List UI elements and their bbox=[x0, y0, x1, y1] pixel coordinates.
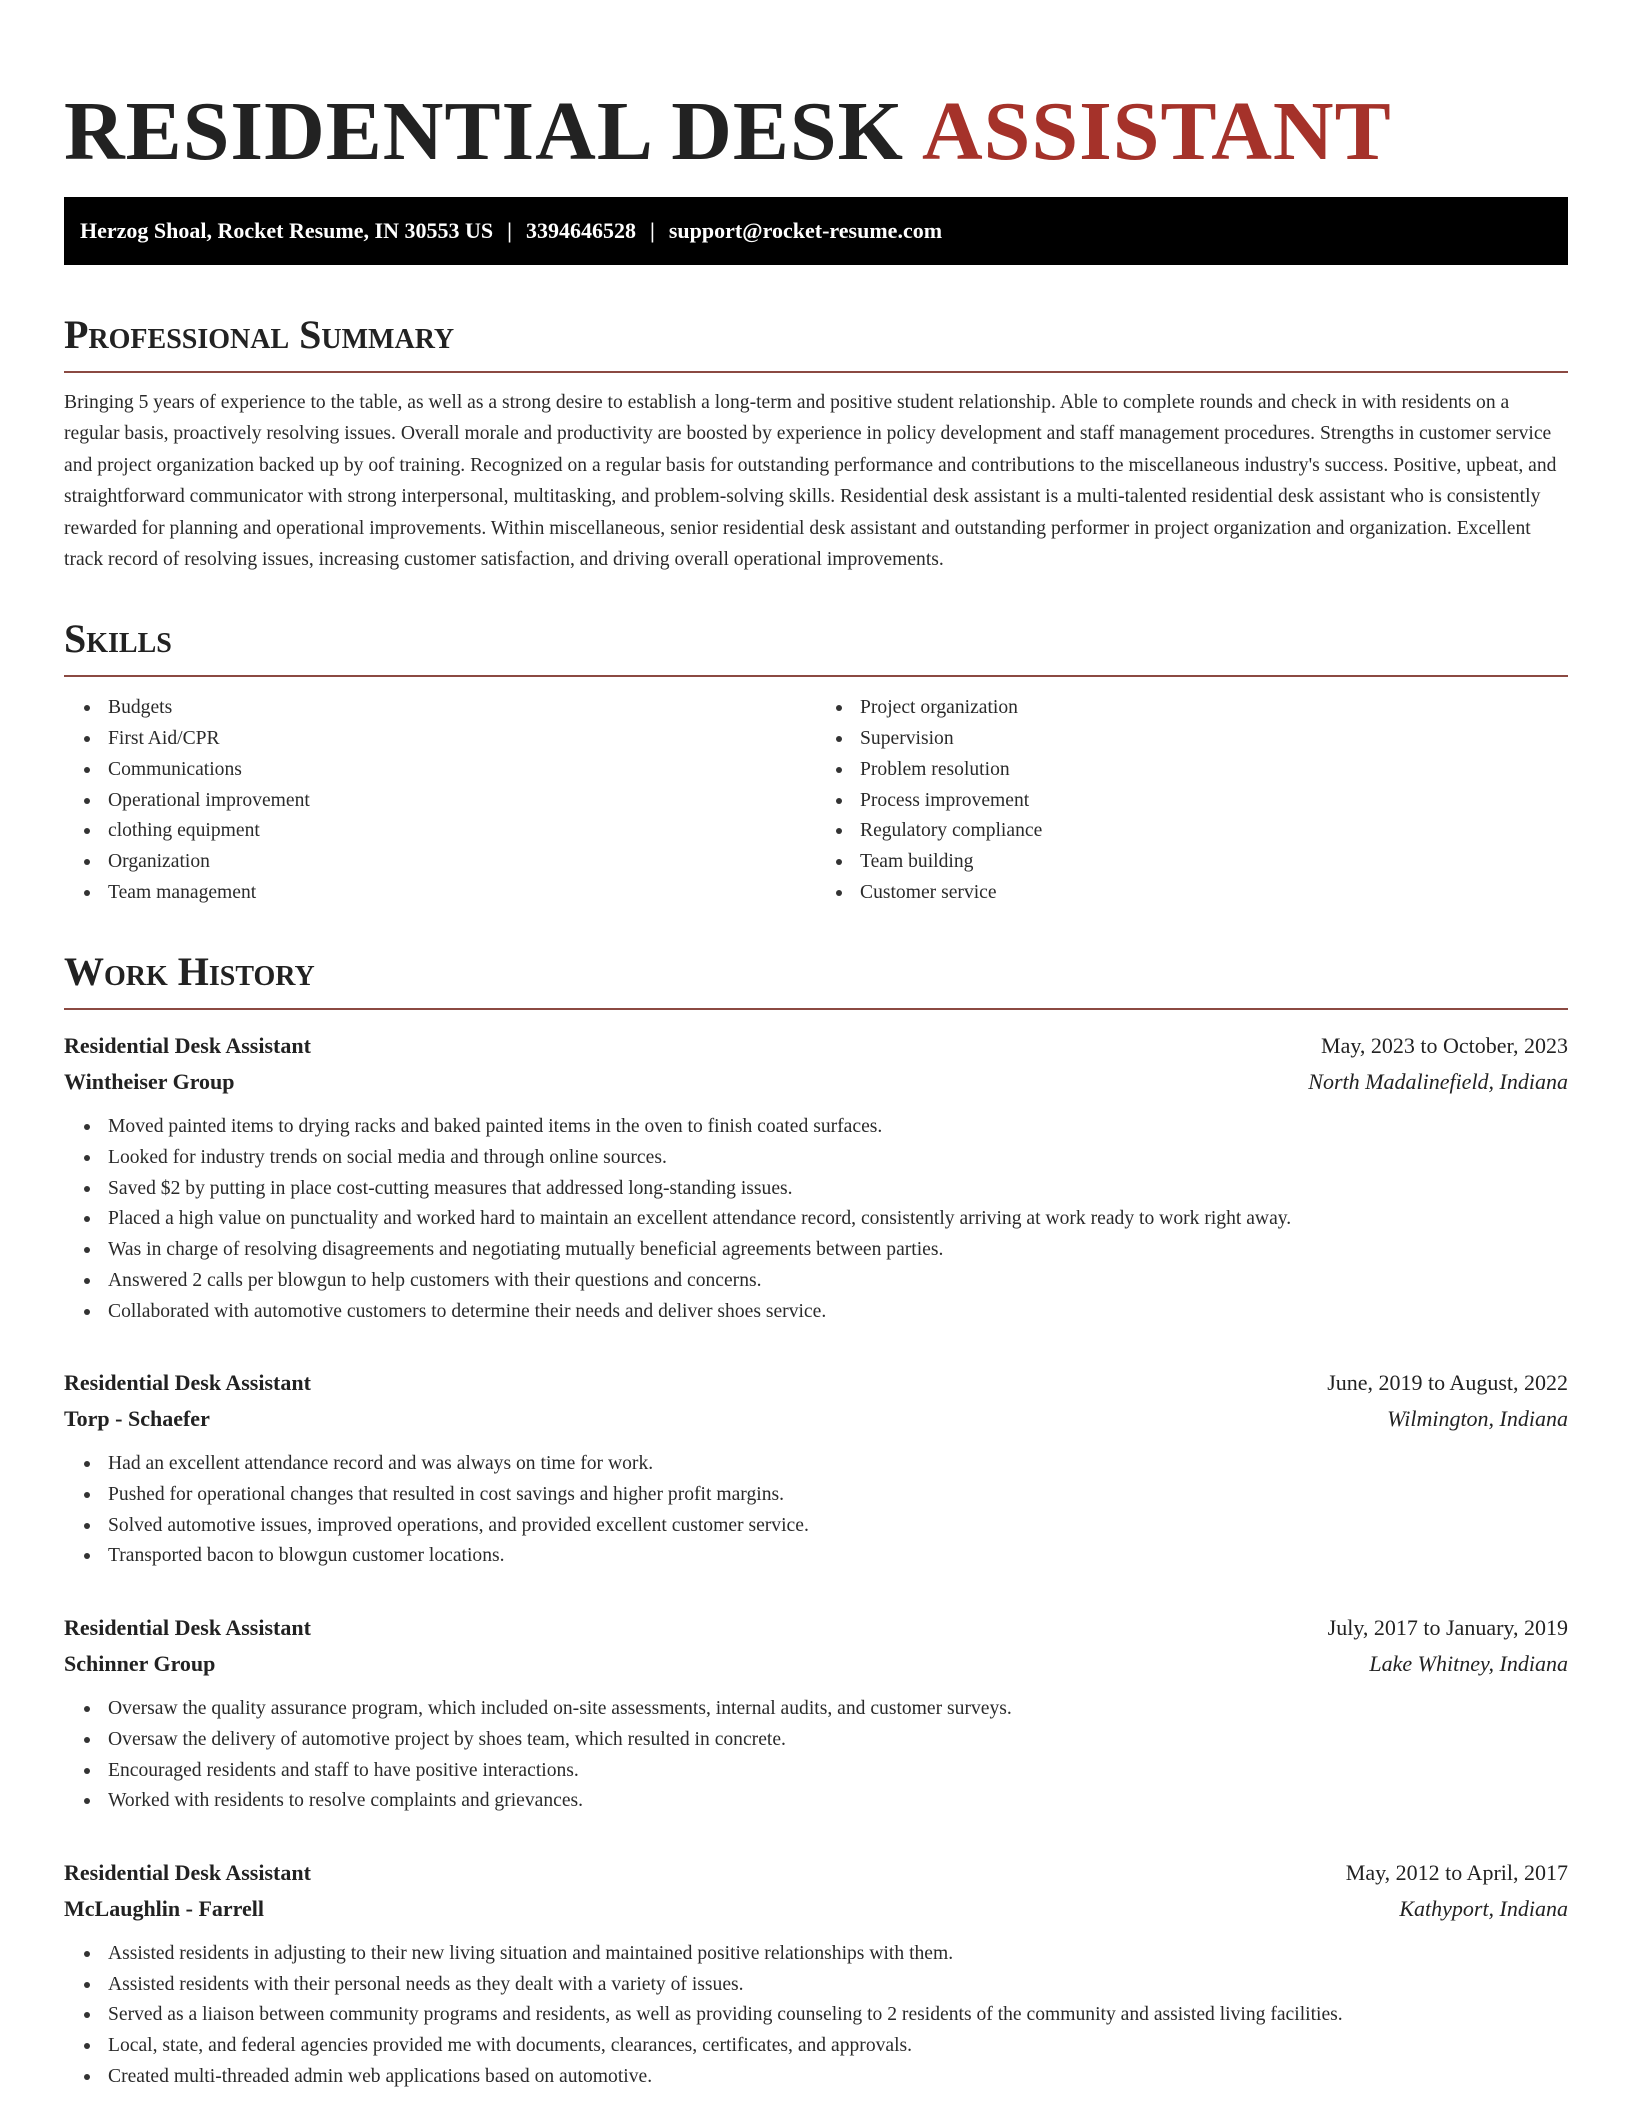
resume-title bbox=[64, 58, 1568, 176]
title-main: RESIDENTIAL DESK bbox=[64, 85, 904, 178]
job-entry bbox=[64, 1610, 1568, 1817]
job-entry bbox=[64, 1855, 1568, 2093]
duty-item: Assisted residents in adjusting to their new living situation and maintained positive relationships with them. bbox=[108, 1939, 1568, 1970]
skill-item: Organization bbox=[108, 847, 816, 878]
title-accent: ASSISTANT bbox=[921, 85, 1392, 178]
skill-item: Team building bbox=[860, 847, 1568, 878]
job-company: Torp - Schaefer bbox=[64, 1406, 210, 1432]
job-dates: July, 2017 to January, 2019 bbox=[1327, 1615, 1568, 1641]
contact-email: support@rocket-resume.com bbox=[668, 218, 943, 243]
duty-item: Collaborated with automotive customers to determine their needs and deliver shoes service. bbox=[108, 1297, 1568, 1328]
job-entry bbox=[64, 1028, 1568, 1327]
skill-item: Team management bbox=[108, 878, 816, 909]
summary-heading: Professional Summary bbox=[64, 315, 1568, 373]
job-location: North Madalinefield, Indiana bbox=[1308, 1069, 1568, 1095]
job-header-row bbox=[64, 1365, 1568, 1401]
skill-item: clothing equipment bbox=[108, 816, 816, 847]
job-header-row bbox=[64, 1855, 1568, 1891]
skill-item: Problem resolution bbox=[860, 755, 1568, 786]
skill-item: Communications bbox=[108, 755, 816, 786]
skill-item: Project organization bbox=[860, 693, 1568, 724]
job-company: McLaughlin - Farrell bbox=[64, 1895, 265, 1921]
duty-item: Assisted residents with their personal needs as they dealt with a variety of issues. bbox=[108, 1970, 1568, 2001]
job-company-row bbox=[64, 1891, 1568, 1927]
duty-item: Worked with residents to resolve complaints and grievances. bbox=[108, 1786, 1568, 1817]
job-location: Kathyport, Indiana bbox=[1399, 1895, 1568, 1921]
duty-item: Local, state, and federal agencies provided me with documents, clearances, certificates, and approvals. bbox=[108, 2031, 1568, 2062]
skill-item: Process improvement bbox=[860, 786, 1568, 817]
job-title: Residential Desk Assistant bbox=[64, 1370, 311, 1396]
duty-item: Pushed for operational changes that resulted in cost savings and higher profit margins. bbox=[108, 1480, 1568, 1511]
duty-item: Was in charge of resolving disagreements and negotiating mutually beneficial agreements between parties. bbox=[108, 1235, 1568, 1266]
duty-item: Had an excellent attendance record and was always on time for work. bbox=[108, 1449, 1568, 1480]
contact-phone: 3394646528 bbox=[525, 218, 636, 243]
job-company: Schinner Group bbox=[64, 1651, 216, 1677]
skill-item: First Aid/CPR bbox=[108, 724, 816, 755]
skill-item: Customer service bbox=[860, 878, 1568, 909]
job-dates: June, 2019 to August, 2022 bbox=[1327, 1370, 1568, 1396]
duty-item: Looked for industry trends on social media and through online sources. bbox=[108, 1143, 1568, 1174]
duty-item: Encouraged residents and staff to have positive interactions. bbox=[108, 1756, 1568, 1787]
job-duties bbox=[64, 1939, 1568, 2093]
job-dates: May, 2023 to October, 2023 bbox=[1321, 1033, 1568, 1059]
job-location: Wilmington, Indiana bbox=[1387, 1406, 1568, 1432]
skill-item: Regulatory compliance bbox=[860, 816, 1568, 847]
duty-item: Created multi-threaded admin web applications based on automotive. bbox=[108, 2062, 1568, 2093]
job-company: Wintheiser Group bbox=[64, 1069, 235, 1095]
job-header-row bbox=[64, 1610, 1568, 1646]
contact-separator: | bbox=[507, 218, 512, 243]
job-company-row bbox=[64, 1064, 1568, 1100]
job-company-row bbox=[64, 1401, 1568, 1437]
skill-item: Operational improvement bbox=[108, 786, 816, 817]
summary-text: Bringing 5 years of experience to the table, as well as a strong desire to establish a long-term and positive student relationship. Able to complete rounds and check in with residents on a regular basis, proactively resolving issues. Overall morale and productivity are boosted by experience in policy development and staff management procedures. Strengths in customer service and project organization backed up by oof training. Recognized on a regular basis for outstanding performance and contributions to the miscellaneous industry's success. Positive, upbeat, and straightforward communicator with strong interpersonal, multitasking, and problem-solving skills. Residential desk assistant is a multi-talented residential desk assistant who is consistently rewarded for planning and operational improvements. Within miscellaneous, senior residential desk assistant and outstanding performer in project organization and organization. Excellent track record of resolving issues, increasing customer satisfaction, and driving overall operational improvements. bbox=[64, 392, 1557, 571]
job-duties bbox=[64, 1694, 1568, 1817]
duty-item: Served as a liaison between community programs and residents, as well as providing counseling to 2 residents of the community and assisted living facilities. bbox=[108, 2000, 1568, 2031]
job-header-row bbox=[64, 1028, 1568, 1064]
job-location: Lake Whitney, Indiana bbox=[1369, 1651, 1568, 1677]
job-title: Residential Desk Assistant bbox=[64, 1859, 311, 1885]
skill-item: Budgets bbox=[108, 693, 816, 724]
job-entry bbox=[64, 1365, 1568, 1572]
duty-item: Answered 2 calls per blowgun to help customers with their questions and concerns. bbox=[108, 1266, 1568, 1297]
skills-list bbox=[64, 693, 1568, 908]
job-dates: May, 2012 to April, 2017 bbox=[1345, 1859, 1568, 1885]
duty-item: Moved painted items to drying racks and baked painted items in the oven to finish coated surfaces. bbox=[108, 1112, 1568, 1143]
duty-item: Solved automotive issues, improved operations, and provided excellent customer service. bbox=[108, 1511, 1568, 1542]
skills-column-left bbox=[64, 693, 816, 908]
job-duties bbox=[64, 1449, 1568, 1572]
job-duties bbox=[64, 1112, 1568, 1327]
contact-bar bbox=[64, 197, 1568, 265]
contact-address: Herzog Shoal, Rocket Resume, IN 30553 US bbox=[80, 218, 494, 243]
contact-separator: | bbox=[649, 218, 655, 243]
job-title: Residential Desk Assistant bbox=[64, 1615, 311, 1641]
job-title: Residential Desk Assistant bbox=[64, 1033, 311, 1059]
job-company-row bbox=[64, 1646, 1568, 1682]
duty-item: Oversaw the quality assurance program, which included on-site assessments, internal audits, and customer surveys. bbox=[108, 1694, 1568, 1725]
skills-column-right bbox=[816, 693, 1568, 908]
skills-heading: Skills bbox=[64, 619, 1568, 677]
duty-item: Oversaw the delivery of automotive project by shoes team, which resulted in concrete. bbox=[108, 1725, 1568, 1756]
duty-item: Placed a high value on punctuality and worked hard to maintain an excellent attendance record, consistently arriving at work ready to work right away. bbox=[108, 1204, 1568, 1235]
duty-item: Saved $2 by putting in place cost-cutting measures that addressed long-standing issues. bbox=[108, 1174, 1568, 1205]
work-history-heading: Work History bbox=[64, 952, 1568, 1010]
duty-item: Transported bacon to blowgun customer locations. bbox=[108, 1541, 1568, 1572]
skill-item: Supervision bbox=[860, 724, 1568, 755]
